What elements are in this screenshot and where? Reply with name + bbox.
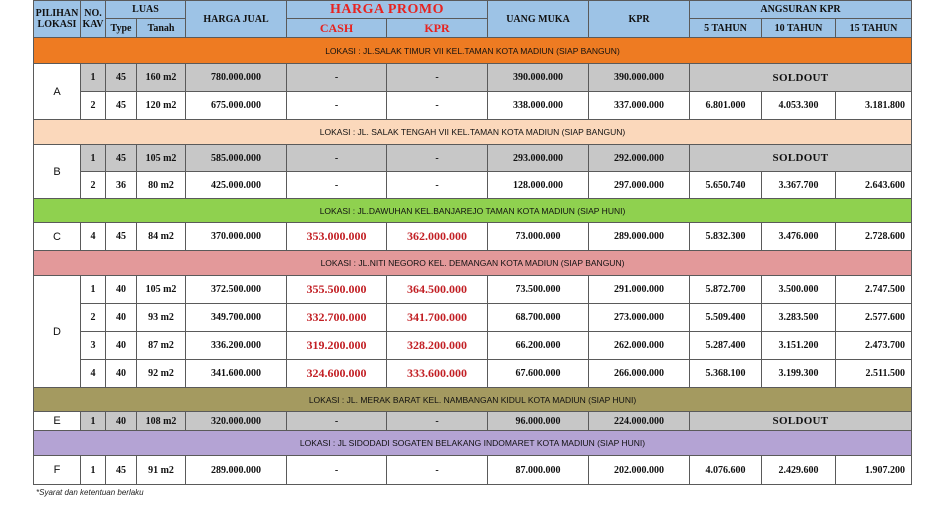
harga-cell: 320.000.000 [186,412,287,431]
harga-cell: 341.600.000 [186,360,287,388]
tanah-cell: 93 m2 [137,304,186,332]
kpr-cell: 297.000.000 [589,172,690,199]
kpr-header: KPR [589,1,690,38]
harga-cell: 372.500.000 [186,276,287,304]
table-row [34,456,912,485]
type-cell: 45 [106,223,137,251]
kav-cell: 2 [81,304,106,332]
cash-cell: 319.200.000 [287,332,387,360]
price-list-table [33,0,912,485]
tanah-cell: 105 m2 [137,145,186,172]
tanah-cell: 80 m2 [137,172,186,199]
harga-cell: 336.200.000 [186,332,287,360]
kpr-cell: 262.000.000 [589,332,690,360]
table-row [34,304,912,332]
kpr-promo-cell: - [387,172,488,199]
table-row [34,360,912,388]
dp-cell: 338.000.000 [488,92,589,120]
dp-cell: 390.000.000 [488,64,589,92]
tanah-cell: 92 m2 [137,360,186,388]
kav-cell: 1 [81,276,106,304]
type-cell: 40 [106,412,137,431]
angsuran-15-cell: 1.907.200 [836,456,912,485]
tahun-10-header: 10 TAHUN [762,19,836,38]
angsuran-5-cell: 5.287.400 [690,332,762,360]
kav-cell: 2 [81,172,106,199]
cash-cell: - [287,92,387,120]
dp-cell: 96.000.000 [488,412,589,431]
location-banner: LOKASI : JL SIDODADI SOGATEN BELAKANG INDOMARET KOTA MADIUN (SIAP HUNI) [34,431,912,456]
type-cell: 45 [106,64,137,92]
cash-cell: 324.600.000 [287,360,387,388]
group-label: A [34,64,81,120]
kpr-promo-cell: 328.200.000 [387,332,488,360]
no-kav-header: NO. KAV [81,1,106,38]
harga-cell: 289.000.000 [186,456,287,485]
kpr-cell: 266.000.000 [589,360,690,388]
angsuran-10-cell: 3.476.000 [762,223,836,251]
dp-cell: 67.600.000 [488,360,589,388]
angsuran-10-cell: 4.053.300 [762,92,836,120]
group-label: D [34,276,81,388]
dp-cell: 68.700.000 [488,304,589,332]
table-row [34,223,912,251]
location-banner: LOKASI : JL.DAWUHAN KEL.BANJAREJO TAMAN KOTA MADIUN (SIAP HUNI) [34,199,912,223]
tanah-cell: 160 m2 [137,64,186,92]
type-cell: 40 [106,304,137,332]
tahun-5-header: 5 TAHUN [690,19,762,38]
angsuran-5-cell: 6.801.000 [690,92,762,120]
dp-cell: 73.000.000 [488,223,589,251]
angsuran-10-cell: 3.500.000 [762,276,836,304]
harga-cell: 780.000.000 [186,64,287,92]
tanah-cell: 108 m2 [137,412,186,431]
luas-header: LUAS [106,1,186,19]
kpr-promo-header: KPR [387,19,488,38]
kpr-promo-cell: 362.000.000 [387,223,488,251]
angsuran-15-cell: 2.643.600 [836,172,912,199]
kpr-cell: 390.000.000 [589,64,690,92]
dp-cell: 66.200.000 [488,332,589,360]
table-row [34,64,912,92]
angsuran-15-cell: 2.577.600 [836,304,912,332]
kav-cell: 1 [81,64,106,92]
location-banner: LOKASI : JL. MERAK BARAT KEL. NAMBANGAN KIDUL KOTA MADIUN (SIAP HUNI) [34,388,912,412]
harga-cell: 370.000.000 [186,223,287,251]
group-label: C [34,223,81,251]
group-label: F [34,456,81,485]
kpr-cell: 202.000.000 [589,456,690,485]
kpr-promo-cell: 341.700.000 [387,304,488,332]
location-banner: LOKASI : JL.NITI NEGORO KEL. DEMANGAN KOTA MADIUN (SIAP BANGUN) [34,251,912,276]
type-header: Type [106,19,137,38]
angsuran-5-cell: 5.872.700 [690,276,762,304]
cash-cell: - [287,456,387,485]
harga-cell: 675.000.000 [186,92,287,120]
tanah-cell: 87 m2 [137,332,186,360]
angsuran-10-cell: 3.199.300 [762,360,836,388]
header-row-2 [34,19,912,38]
pilihan-lokasi-header: PILIHAN LOKASI [34,1,81,38]
kpr-cell: 292.000.000 [589,145,690,172]
angsuran-10-cell: 3.367.700 [762,172,836,199]
dp-cell: 73.500.000 [488,276,589,304]
soldout-cell: SOLDOUT [690,64,912,92]
angsuran-15-cell: 2.511.500 [836,360,912,388]
kpr-cell: 291.000.000 [589,276,690,304]
tanah-cell: 91 m2 [137,456,186,485]
harga-promo-header: HARGA PROMO [287,1,488,19]
kav-cell: 3 [81,332,106,360]
uang-muka-header: UANG MUKA [488,1,589,38]
kpr-cell: 337.000.000 [589,92,690,120]
type-cell: 45 [106,456,137,485]
type-cell: 45 [106,145,137,172]
harga-cell: 349.700.000 [186,304,287,332]
soldout-cell: SOLDOUT [690,412,912,431]
kpr-cell: 273.000.000 [589,304,690,332]
kpr-promo-cell: - [387,412,488,431]
kav-cell: 4 [81,360,106,388]
dp-cell: 128.000.000 [488,172,589,199]
cash-cell: - [287,412,387,431]
angsuran-kpr-header: ANGSURAN KPR [690,1,912,19]
angsuran-5-cell: 5.832.300 [690,223,762,251]
tanah-cell: 105 m2 [137,276,186,304]
angsuran-10-cell: 3.283.500 [762,304,836,332]
kpr-promo-cell: - [387,456,488,485]
kpr-promo-cell: - [387,145,488,172]
group-label: E [34,412,81,431]
tanah-header: Tanah [137,19,186,38]
table-row [34,92,912,120]
harga-jual-header: HARGA JUAL [186,1,287,38]
dp-cell: 293.000.000 [488,145,589,172]
location-banner: LOKASI : JL. SALAK TENGAH VII KEL.TAMAN KOTA MADIUN (SIAP BANGUN) [34,120,912,145]
kpr-promo-cell: - [387,64,488,92]
tanah-cell: 120 m2 [137,92,186,120]
cash-cell: - [287,64,387,92]
type-cell: 40 [106,360,137,388]
dp-cell: 87.000.000 [488,456,589,485]
angsuran-5-cell: 5.509.400 [690,304,762,332]
table-row [34,172,912,199]
angsuran-10-cell: 2.429.600 [762,456,836,485]
angsuran-15-cell: 3.181.800 [836,92,912,120]
cash-cell: 332.700.000 [287,304,387,332]
kpr-cell: 289.000.000 [589,223,690,251]
table-row [34,276,912,304]
soldout-cell: SOLDOUT [690,145,912,172]
type-cell: 36 [106,172,137,199]
cash-cell: - [287,172,387,199]
kav-cell: 4 [81,223,106,251]
angsuran-5-cell: 4.076.600 [690,456,762,485]
kav-cell: 1 [81,145,106,172]
cash-cell: - [287,145,387,172]
kpr-promo-cell: 364.500.000 [387,276,488,304]
location-banner: LOKASI : JL.SALAK TIMUR VII KEL.TAMAN KOTA MADIUN (SIAP BANGUN) [34,38,912,64]
kpr-promo-cell: - [387,92,488,120]
kav-cell: 2 [81,92,106,120]
angsuran-15-cell: 2.473.700 [836,332,912,360]
type-cell: 40 [106,276,137,304]
footnote: *Syarat dan ketentuan berlaku [36,488,144,497]
angsuran-15-cell: 2.728.600 [836,223,912,251]
harga-cell: 425.000.000 [186,172,287,199]
type-cell: 45 [106,92,137,120]
kav-cell: 1 [81,412,106,431]
angsuran-5-cell: 5.650.740 [690,172,762,199]
tanah-cell: 84 m2 [137,223,186,251]
table-row [34,412,912,431]
type-cell: 40 [106,332,137,360]
header-row-1 [34,1,912,19]
cash-header: CASH [287,19,387,38]
angsuran-15-cell: 2.747.500 [836,276,912,304]
harga-cell: 585.000.000 [186,145,287,172]
cash-cell: 355.500.000 [287,276,387,304]
table-row [34,332,912,360]
angsuran-10-cell: 3.151.200 [762,332,836,360]
kpr-cell: 224.000.000 [589,412,690,431]
tahun-15-header: 15 TAHUN [836,19,912,38]
cash-cell: 353.000.000 [287,223,387,251]
kav-cell: 1 [81,456,106,485]
table-row [34,145,912,172]
angsuran-5-cell: 5.368.100 [690,360,762,388]
kpr-promo-cell: 333.600.000 [387,360,488,388]
group-label: B [34,145,81,199]
